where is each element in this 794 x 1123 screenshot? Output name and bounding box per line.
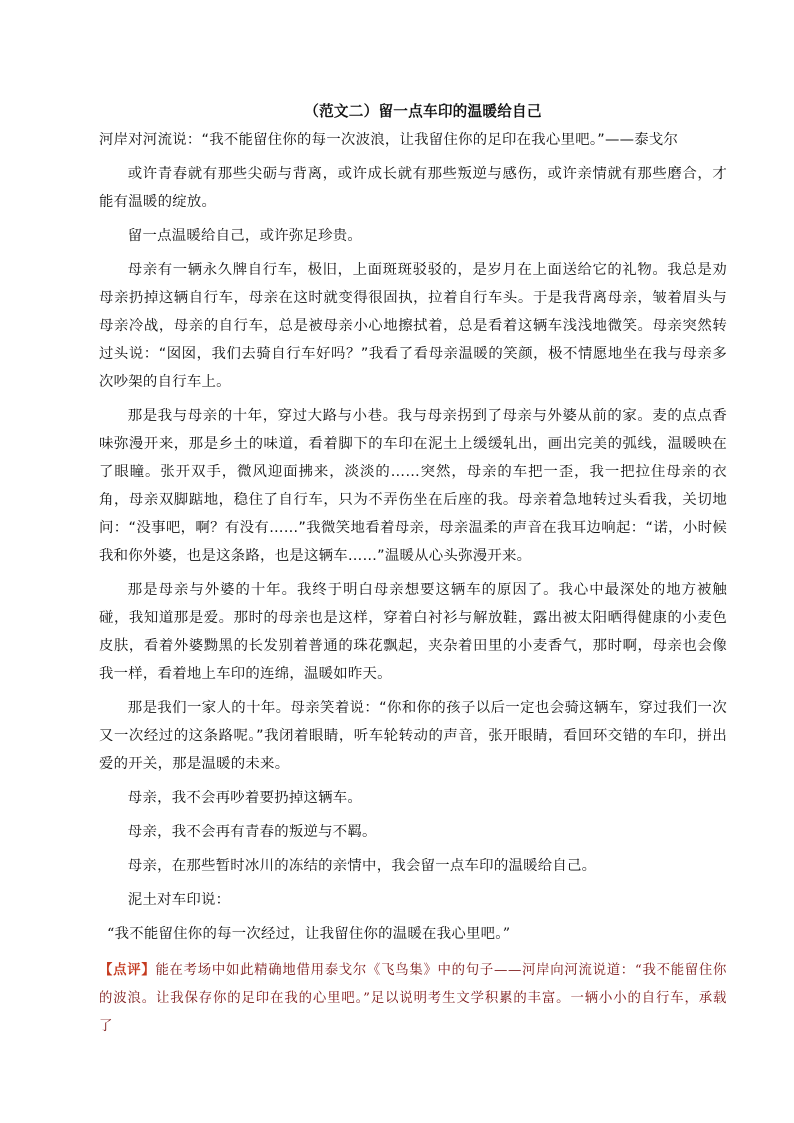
paragraph: 留一点温暖给自己，或许弥足珍贵。	[127, 228, 363, 244]
comment-text: 能在考场中如此精确地借用泰戈尔《飞鸟集》中的句子——河岸向河流说道：“我不能留住你的波浪。让我保存你的足印在我的心里吧。”足以说明考生文学积累的丰富。一辆小小的自行车，承载了	[99, 963, 727, 1034]
paragraph: 母亲有一辆永久牌自行车，极旧，上面斑斑驳驳的，是岁月在上面送给它的礼物。我总是劝母亲扔掉这辆自行车，母亲在这时就变得很固执，拉着自行车头。于是我背离母亲，皱着眉头与母亲冷战，母亲的自行车，总是被母亲小心地擦拭着，总是看着这辆车浅浅地微笑。母亲突然转过头说：“囡囡，我们去骑自行车好吗？”我看了看母亲温暖的笑颜，极不情愿地坐在我与母亲多次吵架的自行车上。	[99, 262, 727, 390]
comment-tag: 【点评】	[99, 962, 156, 978]
paragraph: 泥土对车印说：	[127, 892, 231, 908]
paragraph: 那是我与母亲的十年，穿过大路与小巷。我与母亲拐到了母亲与外婆从前的家。麦的点点香味弥漫开来，那是乡土的味道，看着脚下的车印在泥土上缓缓轧出，画出完美的弧线，温暖映在了眼瞳。张开双手，微风迎面拂来，淡淡的……突然，母亲的车把一歪，我一把拉住母亲的衣角，母亲双脚踮地，稳住了自行车，只为不弄伤坐在后座的我。母亲着急地转过头看我，关切地问：“没事吧，啊？有没有……”我微笑地看着母亲，母亲温柔的声音在我耳边响起：“诺，小时候我和你外婆，也是这条路，也是这辆车……”温暖从心头弥漫开来。	[99, 408, 727, 564]
paragraph: 母亲，在那些暂时冰川的冻结的亲情中，我会留一点车印的温暖给自己。	[127, 858, 597, 874]
paragraph: 母亲，我不会再有青春的叛逆与不羁。	[127, 824, 377, 840]
essay-title: （范文二）留一点车印的温暖给自己	[304, 103, 542, 120]
epigraph: 河岸对河流说：“我不能留住你的每一次波浪，让我留住你的足印在我心里吧。”——泰戈尔	[99, 132, 679, 148]
paragraph: 或许青春就有那些尖砺与背离，或许成长就有那些叛逆与感伤，或许亲情就有那些磨合，才能有温暖的绽放。	[99, 166, 727, 210]
paragraph: 那是母亲与外婆的十年。我终于明白母亲想要这辆车的原因了。我心中最深处的地方被触碰，我知道那是爱。那时的母亲也是这样，穿着白衬衫与解放鞋，露出被太阳晒得健康的小麦色皮肤，看着外婆黝黑的长发别着普通的珠花飘起，夹杂着田里的小麦香气，那时啊，母亲也会像我一样，看着地上车印的连绵，温暖如昨天。	[99, 582, 727, 682]
essay-body	[99, 100, 727, 1041]
paragraph: 母亲，我不会再吵着要扔掉这辆车。	[127, 790, 363, 806]
paragraph: 那是我们一家人的十年。母亲笑着说：“你和你的孩子以后一定也会骑这辆车，穿过我们一次又一次经过的这条路呢。”我闭着眼睛，听车轮转动的声音，张开眼睛，看回环交错的车印，拼出爱的开关，那是温暖的未来。	[99, 700, 727, 772]
closing-quote: “我不能留住你的每一次经过，让我留住你的温暖在我心里吧。”	[107, 926, 511, 942]
teacher-comment	[99, 956, 727, 1041]
